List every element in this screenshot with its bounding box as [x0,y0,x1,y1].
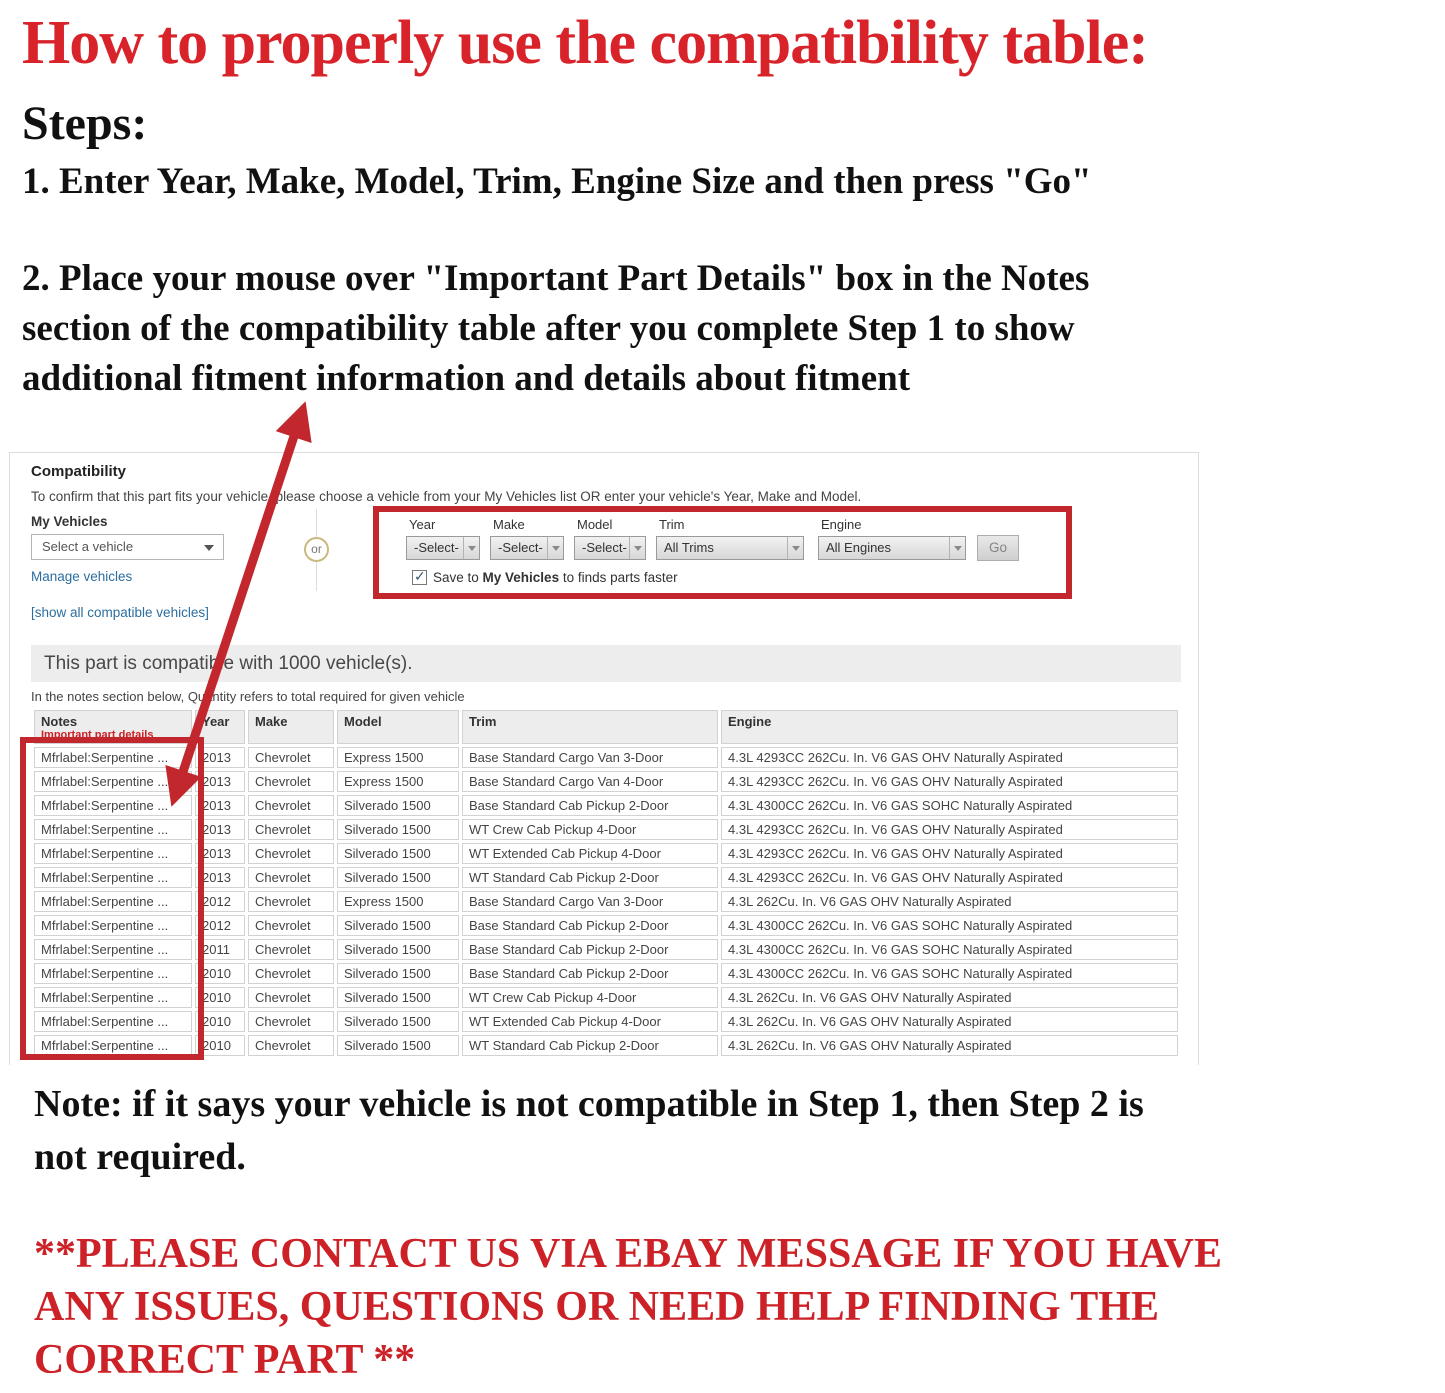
trim-cell: WT Extended Cab Pickup 4-Door [462,1011,718,1032]
table-row [34,915,1178,936]
notes-cell[interactable]: Mfrlabel:Serpentine ... [34,843,192,864]
trim-column-header: Trim [462,710,718,744]
checkmark-icon: ✓ [414,568,426,584]
trim-cell: WT Extended Cab Pickup 4-Door [462,843,718,864]
model-cell: Silverado 1500 [337,843,459,864]
trim-select-value: All Trims [664,540,714,555]
notes-cell[interactable]: Mfrlabel:Serpentine ... [34,915,192,936]
manage-vehicles-link[interactable]: Manage vehicles [31,569,133,584]
model-select[interactable] [574,536,646,560]
engine-cell: 4.3L 4293CC 262Cu. In. V6 GAS OHV Naturally Aspirated [721,843,1178,864]
year-label: Year [409,517,436,532]
chevron-down-icon [629,537,645,559]
engine-cell: 4.3L 4293CC 262Cu. In. V6 GAS OHV Naturally Aspirated [721,819,1178,840]
trim-cell: WT Crew Cab Pickup 4-Door [462,819,718,840]
table-row [34,987,1178,1008]
contact-text [34,1228,1222,1387]
table-row [34,747,1178,768]
contact-line: CORRECT PART ** [34,1337,416,1383]
year-cell: 2013 [195,867,245,888]
model-cell: Silverado 1500 [337,819,459,840]
notes-cell[interactable]: Mfrlabel:Serpentine ... [34,963,192,984]
year-cell: 2013 [195,771,245,792]
engine-cell: 4.3L 4300CC 262Cu. In. V6 GAS SOHC Naturally Aspirated [721,939,1178,960]
compatibility-title: Compatibility [31,463,127,480]
save-text-prefix: Save to [433,570,483,585]
notes-cell[interactable]: Mfrlabel:Serpentine ... [34,939,192,960]
chevron-down-icon [204,545,214,551]
step-2-line: section of the compatibility table after you complete Step 1 to show [22,308,1075,349]
make-label: Make [493,517,525,532]
note-text [34,1078,1144,1184]
engine-cell: 4.3L 4300CC 262Cu. In. V6 GAS SOHC Naturally Aspirated [721,963,1178,984]
engine-select[interactable] [818,536,966,560]
compatible-count-banner: This part is compatible with 1000 vehicle(s). [31,645,1181,682]
step-1-text: 1. Enter Year, Make, Model, Trim, Engine Size and then press "Go" [22,161,1092,202]
year-column-header: Year [195,710,245,744]
note-line: Note: if it says your vehicle is not compatible in Step 1, then Step 2 is [34,1083,1144,1125]
make-cell: Chevrolet [248,1011,334,1032]
trim-cell: WT Standard Cab Pickup 2-Door [462,867,718,888]
year-cell: 2010 [195,963,245,984]
table-header-row [34,710,1178,744]
model-cell: Silverado 1500 [337,939,459,960]
trim-cell: WT Standard Cab Pickup 2-Door [462,1035,718,1056]
year-select-value: -Select- [414,540,459,555]
make-cell: Chevrolet [248,987,334,1008]
model-cell: Express 1500 [337,747,459,768]
model-select-value: -Select- [582,540,627,555]
save-checkbox[interactable] [412,570,427,585]
table-row [34,1035,1178,1056]
save-text-bold: My Vehicles [482,570,560,585]
trim-cell: Base Standard Cargo Van 4-Door [462,771,718,792]
make-cell: Chevrolet [248,1035,334,1056]
note-line: not required. [34,1136,246,1178]
year-cell: 2012 [195,891,245,912]
engine-cell: 4.3L 262Cu. In. V6 GAS OHV Naturally Aspirated [721,1011,1178,1032]
make-cell: Chevrolet [248,963,334,984]
trim-cell: WT Crew Cab Pickup 4-Door [462,987,718,1008]
table-row [34,963,1178,984]
engine-cell: 4.3L 4293CC 262Cu. In. V6 GAS OHV Naturally Aspirated [721,771,1178,792]
year-cell: 2010 [195,1011,245,1032]
table-row [34,819,1178,840]
model-cell: Silverado 1500 [337,963,459,984]
page-title: How to properly use the compatibility table: [22,9,1148,77]
year-cell: 2013 [195,819,245,840]
notes-column-highlight-redbox [20,737,204,1060]
make-column-header: Make [248,710,334,744]
steps-heading: Steps: [22,97,148,150]
chevron-down-icon [949,537,965,559]
model-cell: Express 1500 [337,771,459,792]
table-row [34,939,1178,960]
make-cell: Chevrolet [248,843,334,864]
engine-cell: 4.3L 4293CC 262Cu. In. V6 GAS OHV Naturally Aspirated [721,747,1178,768]
engine-cell: 4.3L 262Cu. In. V6 GAS OHV Naturally Aspirated [721,987,1178,1008]
table-row [34,795,1178,816]
model-cell: Silverado 1500 [337,795,459,816]
make-cell: Chevrolet [248,867,334,888]
vehicle-select-dropdown[interactable] [31,534,224,560]
step-2-text [22,254,1089,404]
trim-cell: Base Standard Cab Pickup 2-Door [462,963,718,984]
model-cell: Silverado 1500 [337,987,459,1008]
notes-cell[interactable]: Mfrlabel:Serpentine ... [34,867,192,888]
notes-cell[interactable]: Mfrlabel:Serpentine ... [34,795,192,816]
chevron-down-icon [463,537,479,559]
my-vehicles-label: My Vehicles [31,514,108,529]
year-select[interactable] [406,536,480,560]
vehicle-select-value: Select a vehicle [42,539,134,554]
trim-cell: Base Standard Cab Pickup 2-Door [462,915,718,936]
model-cell: Silverado 1500 [337,867,459,888]
go-button[interactable]: Go [977,535,1019,561]
contact-line: **PLEASE CONTACT US VIA EBAY MESSAGE IF YOU HAVE [34,1231,1222,1277]
model-cell: Express 1500 [337,891,459,912]
table-row [34,1011,1178,1032]
trim-cell: Base Standard Cargo Van 3-Door [462,891,718,912]
year-cell: 2010 [195,987,245,1008]
trim-label: Trim [659,517,685,532]
engine-cell: 4.3L 4300CC 262Cu. In. V6 GAS SOHC Naturally Aspirated [721,795,1178,816]
engine-cell: 4.3L 262Cu. In. V6 GAS OHV Naturally Aspirated [721,891,1178,912]
notes-cell[interactable]: Mfrlabel:Serpentine ... [34,891,192,912]
year-cell: 2013 [195,747,245,768]
year-cell: 2013 [195,795,245,816]
model-column-header: Model [337,710,459,744]
make-cell: Chevrolet [248,891,334,912]
compat-table-body [34,747,1178,1056]
contact-line: ANY ISSUES, QUESTIONS OR NEED HELP FINDING THE [34,1284,1159,1330]
trim-select[interactable] [656,536,804,560]
engine-cell: 4.3L 262Cu. In. V6 GAS OHV Naturally Aspirated [721,1035,1178,1056]
notes-header-label: Notes [41,714,78,729]
save-text-suffix: to finds parts faster [559,570,678,585]
make-select[interactable] [490,536,564,560]
year-cell: 2013 [195,843,245,864]
step-2-line: additional fitment information and details about fitment [22,358,911,399]
make-cell: Chevrolet [248,747,334,768]
table-row [34,771,1178,792]
make-cell: Chevrolet [248,771,334,792]
make-cell: Chevrolet [248,939,334,960]
make-cell: Chevrolet [248,915,334,936]
model-cell: Silverado 1500 [337,1011,459,1032]
trim-cell: Base Standard Cab Pickup 2-Door [462,939,718,960]
save-to-my-vehicles-row [412,570,678,585]
important-part-details-label: Important part details [41,729,154,741]
notes-cell[interactable]: Mfrlabel:Serpentine ... [34,1035,192,1056]
model-cell: Silverado 1500 [337,915,459,936]
engine-column-header: Engine [721,710,1178,744]
chevron-down-icon [787,537,803,559]
trim-cell: Base Standard Cargo Van 3-Door [462,747,718,768]
engine-label: Engine [821,517,862,532]
step-2-line: 2. Place your mouse over "Important Part Details" box in the Notes [22,258,1090,299]
engine-cell: 4.3L 4300CC 262Cu. In. V6 GAS SOHC Naturally Aspirated [721,915,1178,936]
year-cell: 2010 [195,1035,245,1056]
table-row [34,867,1178,888]
notes-cell[interactable]: Mfrlabel:Serpentine ... [34,747,192,768]
trim-cell: Base Standard Cab Pickup 2-Door [462,795,718,816]
notes-quantity-hint: In the notes section below, Quantity refers to total required for given vehicle [31,689,465,704]
table-row [34,891,1178,912]
make-cell: Chevrolet [248,795,334,816]
year-cell: 2012 [195,915,245,936]
year-cell: 2011 [195,939,245,960]
engine-cell: 4.3L 4293CC 262Cu. In. V6 GAS OHV Naturally Aspirated [721,867,1178,888]
show-all-compatible-vehicles-link[interactable]: [show all compatible vehicles] [31,605,209,620]
make-select-value: -Select- [498,540,543,555]
make-cell: Chevrolet [248,819,334,840]
chevron-down-icon [547,537,563,559]
model-label: Model [577,517,613,532]
compatibility-intro: To confirm that this part fits your vehicle, please choose a vehicle from your My Vehicles list OR enter your vehicle's Year, Make and Model. [31,489,862,504]
table-row [34,843,1178,864]
notes-cell[interactable]: Mfrlabel:Serpentine ... [34,771,192,792]
notes-cell[interactable]: Mfrlabel:Serpentine ... [34,987,192,1008]
or-badge: or [304,537,329,562]
model-cell: Silverado 1500 [337,1035,459,1056]
engine-select-value: All Engines [826,540,892,555]
notes-cell[interactable]: Mfrlabel:Serpentine ... [34,1011,192,1032]
notes-cell[interactable]: Mfrlabel:Serpentine ... [34,819,192,840]
